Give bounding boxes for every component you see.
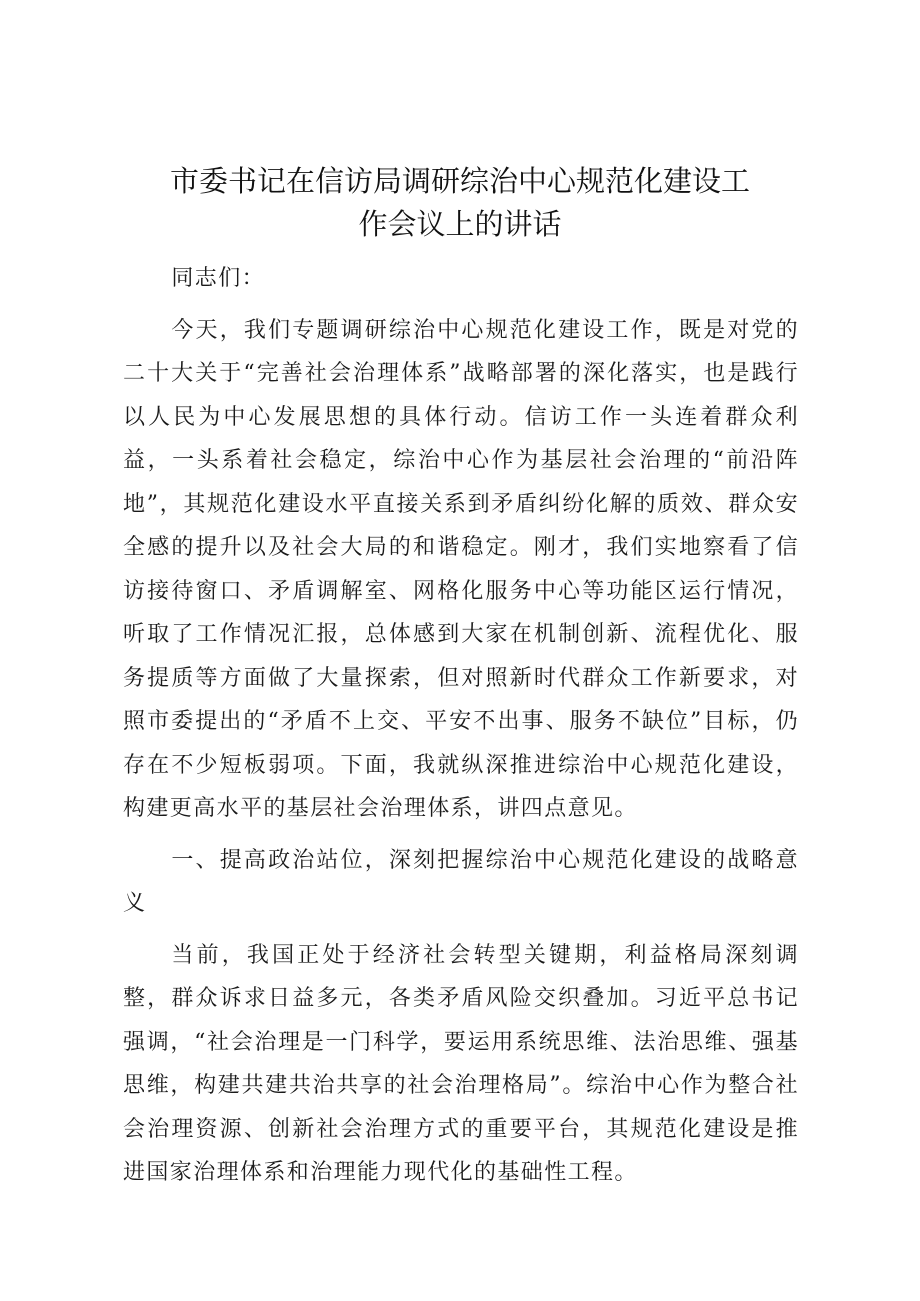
document-body bbox=[123, 257, 799, 1195]
title-line-2: 作会议上的讲话 bbox=[358, 207, 562, 241]
document-title bbox=[120, 160, 800, 246]
salutation: 同志们： bbox=[171, 266, 265, 291]
paragraph-section-1: 当前，我国正处于经济社会转型关键期，利益格局深刻调整，群众诉求日益多元，各类矛盾风险交织叠加。习近平总书记强调，“社会治理是一门科学，要运用系统思维、法治思维、强基思维，构建共建共治共享的社会治理格局”。综治中心作为整合社会治理资源、创新社会治理方式的重要平台，其规范化建设是推进国家治理体系和治理能力现代化的基础性工程。 bbox=[123, 942, 799, 1185]
section-heading-1: 一、提高政治站位，深刻把握综治中心规范化建设的战略意义 bbox=[123, 847, 799, 916]
title-line-1: 市委书记在信访局调研综治中心规范化建设工 bbox=[169, 164, 750, 198]
paragraph-intro: 今天，我们专题调研综治中心规范化建设工作，既是对党的二十大关于“完善社会治理体系”战略部署的深化落实，也是践行以人民为中心发展思想的具体行动。信访工作一头连着群众利益，一头系着社会稳定，综治中心作为基层社会治理的“前沿阵地”，其规范化建设水平直接关系到矛盾纠纷化解的质效、群众安全感的提升以及社会大局的和谐稳定。刚才，我们实地察看了信访接待窗口、矛盾调解室、网格化服务中心等功能区运行情况，听取了工作情况汇报，总体感到大家在机制创新、流程优化、服务提质等方面做了大量探索，但对照新时代群众工作新要求，对照市委提出的“矛盾不上交、平安不出事、服务不缺位”目标，仍存在不少短板弱项。下面，我就纵深推进综治中心规范化建设，构建更高水平的基层社会治理体系，讲四点意见。 bbox=[123, 317, 799, 821]
